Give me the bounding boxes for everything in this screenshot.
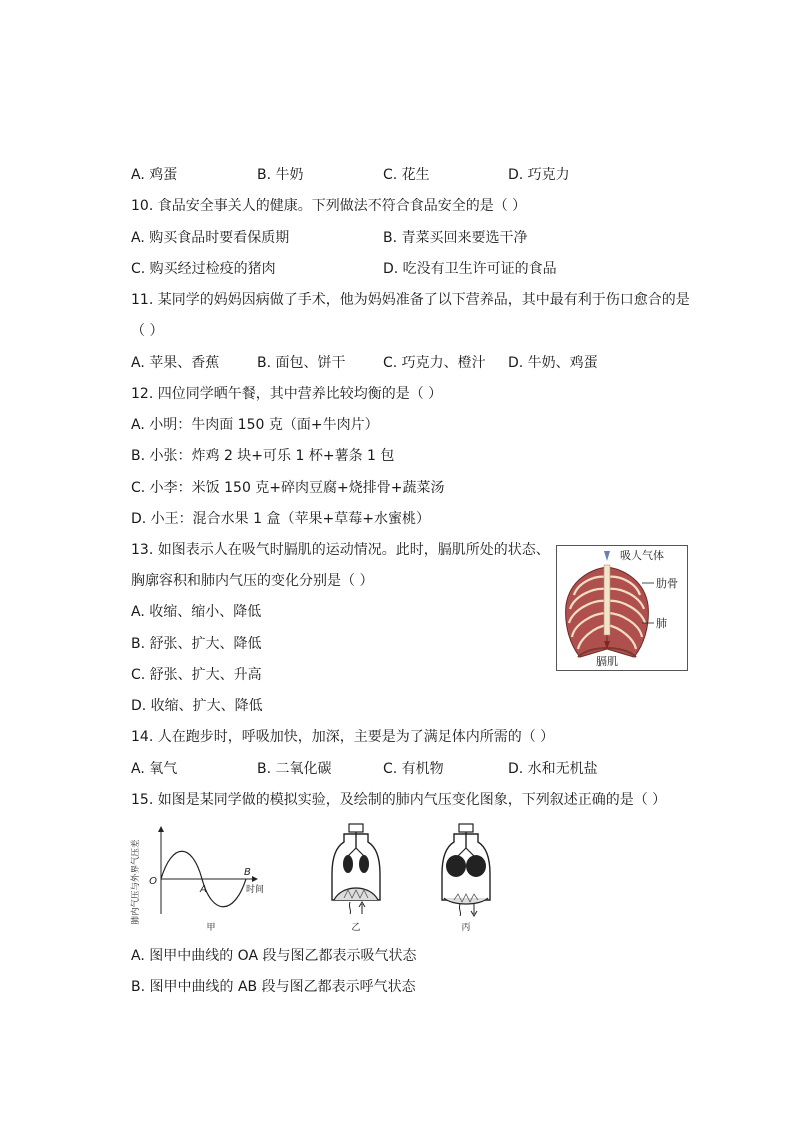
q14-option-b: B. 二氧化碳 xyxy=(257,761,332,777)
point-a-label: A xyxy=(200,884,207,895)
q9-option-a: A. 鸡蛋 xyxy=(131,167,178,183)
q11-stem-cont: （ ） xyxy=(131,323,164,339)
q11-option-b: B. 面包、饼干 xyxy=(257,355,346,371)
x-axis-arrow-icon xyxy=(252,876,258,882)
q12-option-d: D. 小王：混合水果 1 盒（苹果+草莓+水蜜桃） xyxy=(131,511,430,527)
caption-bing: 丙 xyxy=(461,923,471,933)
pressure-curve-figure xyxy=(128,822,278,934)
q14-option-a: A. 氧气 xyxy=(131,761,178,777)
jar-stopper-icon xyxy=(349,824,363,832)
q9-option-c: C. 花生 xyxy=(383,167,430,183)
yaxis-label: 肺内气压与外界气压差 xyxy=(131,839,141,925)
jar-stopper-icon xyxy=(459,824,473,832)
rubber-membrane-icon xyxy=(444,898,488,904)
q11-stem: 11. 某同学的妈妈因病做了手术，他为妈妈准备了以下营养品，其中最有利于伤口愈合的是 xyxy=(131,292,690,308)
q14-option-d: D. 水和无机盐 xyxy=(508,761,598,777)
q11-option-d: D. 牛奶、鸡蛋 xyxy=(508,355,598,371)
q13-option-c: C. 舒张、扩大、升高 xyxy=(131,667,262,683)
origin-label: O xyxy=(149,876,157,887)
q14-option-c: C. 有机物 xyxy=(383,761,444,777)
q13-option-d: D. 收缩、扩大、降低 xyxy=(131,698,263,714)
q12-option-c: C. 小李：米饭 150 克+碎肉豆腐+烧排骨+蔬菜汤 xyxy=(131,480,445,496)
q15-stem: 15. 如图是某同学做的模拟实验，及绘制的肺内气压变化图象，下列叙述正确的是（ ） xyxy=(131,792,667,808)
diaphragm-label: 膈肌 xyxy=(596,655,618,668)
q15-option-b: B. 图甲中曲线的 AB 段与图乙都表示呼气状态 xyxy=(131,979,416,995)
q13-stem: 13. 如图表示人在吸气时膈肌的运动情况。此时，膈肌所处的状态、 xyxy=(131,542,550,558)
bronchi-icon xyxy=(348,848,364,856)
q10-stem: 10. 食品安全事关人的健康。下列做法不符合食品安全的是（ ） xyxy=(131,198,527,214)
q10-option-d: D. 吃没有卫生许可证的食品 xyxy=(383,261,557,277)
hand-string-icon xyxy=(349,902,350,914)
q13-option-b: B. 舒张、扩大、降低 xyxy=(131,636,262,652)
balloon-left-icon xyxy=(343,855,353,873)
q10-option-b: B. 青菜买回来要选干净 xyxy=(383,230,528,246)
q15-option-a: A. 图甲中曲线的 OA 段与图乙都表示吸气状态 xyxy=(131,948,417,964)
q12-stem: 12. 四位同学晒午餐，其中营养比较均衡的是（ ） xyxy=(131,386,443,402)
balloon-right-icon xyxy=(466,855,486,877)
lung-label: 肺 xyxy=(656,617,667,630)
q12-option-b: B. 小张：炸鸡 2 块+可乐 1 杯+薯条 1 包 xyxy=(131,448,395,464)
q12-option-a: A. 小明：牛肉面 150 克（面+牛肉片） xyxy=(131,417,379,433)
y-axis-arrow-icon xyxy=(158,826,164,832)
bronchi-icon xyxy=(458,848,474,856)
caption-yi: 乙 xyxy=(351,923,361,933)
q9-option-b: B. 牛奶 xyxy=(257,167,304,183)
rib-label: 肋骨 xyxy=(656,577,678,590)
q10-option-a: A. 购买食品时要看保质期 xyxy=(131,230,290,246)
q13-stem-cont: 胸廓容积和肺内气压的变化分别是（ ） xyxy=(131,573,374,589)
point-b-label: B xyxy=(244,867,251,878)
sternum-icon xyxy=(604,565,610,635)
balloon-left-icon xyxy=(446,855,466,877)
q11-option-c: C. 巧克力、橙汁 xyxy=(383,355,486,371)
bell-jar-yi-figure xyxy=(326,822,386,934)
q10-option-c: C. 购买经过检疫的猪肉 xyxy=(131,261,276,277)
caption-jia: 甲 xyxy=(206,923,216,933)
hand-string-icon xyxy=(459,904,460,916)
q13-option-a: A. 收缩、缩小、降低 xyxy=(131,604,262,620)
inhale-label: 吸人气体 xyxy=(620,549,664,562)
xaxis-label: 时间 xyxy=(246,885,265,895)
q9-option-d: D. 巧克力 xyxy=(508,167,570,183)
ribcage-diagram xyxy=(556,545,688,671)
balloon-right-icon xyxy=(359,855,369,873)
q11-option-a: A. 苹果、香蕉 xyxy=(131,355,220,371)
q14-stem: 14. 人在跑步时，呼吸加快，加深，主要是为了满足体内所需的（ ） xyxy=(131,729,555,745)
bell-jar-bing-figure xyxy=(436,822,496,934)
